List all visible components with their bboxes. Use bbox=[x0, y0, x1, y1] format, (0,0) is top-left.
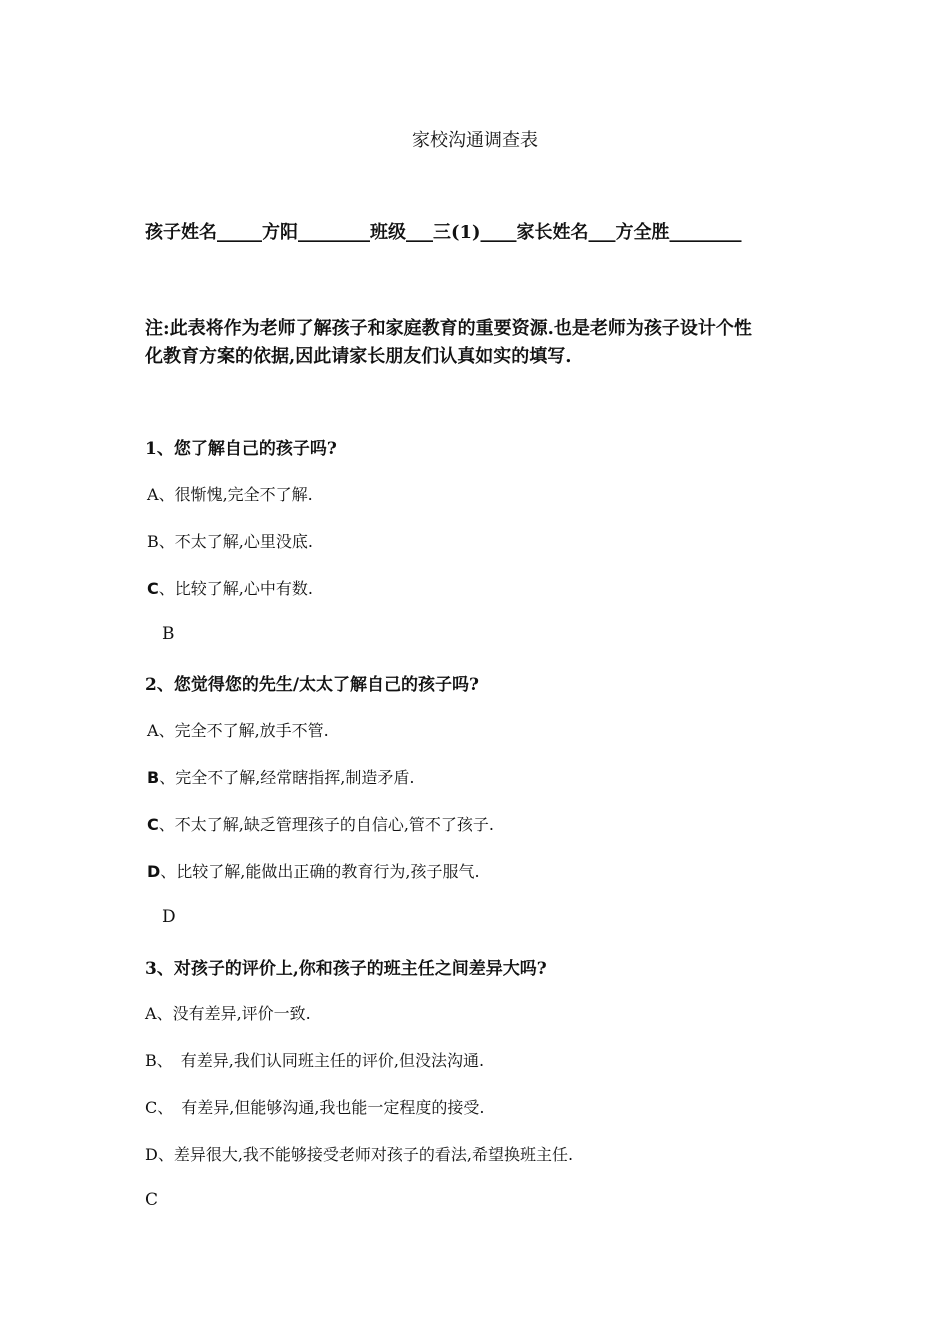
q3-option-a bbox=[145, 1001, 311, 1024]
q1-option-c bbox=[147, 576, 313, 599]
option-letter: B bbox=[145, 1051, 157, 1070]
option-text: 、不太了解,缺乏管理孩子的自信心,管不了孩子. bbox=[158, 815, 495, 834]
q1-answer: B bbox=[162, 624, 175, 644]
q2-option-a bbox=[147, 718, 329, 741]
option-letter: C bbox=[147, 579, 159, 598]
option-text: 、完全不了解,放手不管. bbox=[158, 721, 329, 740]
option-text: 、差异很大,我不能够接受老师对孩子的看法,希望换班主任. bbox=[157, 1145, 574, 1164]
option-letter: C bbox=[147, 815, 159, 834]
q2-option-c bbox=[147, 812, 494, 835]
option-letter: B bbox=[147, 532, 159, 551]
option-letter: A bbox=[145, 1004, 157, 1023]
question-1: 1、您了解自己的孩子吗? bbox=[145, 439, 337, 459]
option-letter: A bbox=[147, 485, 159, 504]
note-line-2: 化教育方案的依据,因此请家长朋友们认真如实的填写. bbox=[145, 346, 572, 367]
q2-option-d bbox=[147, 859, 480, 882]
q1-option-b bbox=[147, 529, 313, 552]
option-text: 、比较了解,能做出正确的教育行为,孩子服气. bbox=[160, 862, 480, 881]
option-letter: D bbox=[145, 1145, 158, 1164]
info-line: 孩子姓名_____方阳________班级___三(1)____家长姓名___方全胜________ bbox=[145, 222, 742, 243]
q3-option-c bbox=[145, 1095, 485, 1118]
q3-answer: C bbox=[145, 1190, 159, 1210]
option-text: 、很惭愧,完全不了解. bbox=[158, 485, 313, 504]
q1-option-a bbox=[147, 482, 313, 505]
q2-answer: D bbox=[162, 907, 176, 927]
page-title: 家校沟通调查表 bbox=[412, 130, 538, 151]
option-letter: B bbox=[147, 768, 160, 787]
option-text: 、不太了解,心里没底. bbox=[158, 532, 313, 551]
q2-option-b bbox=[147, 765, 414, 788]
option-letter: D bbox=[147, 862, 161, 881]
option-text: 、 有差异,我们认同班主任的评价,但没法沟通. bbox=[156, 1051, 485, 1070]
option-letter: A bbox=[147, 721, 159, 740]
question-3: 3、对孩子的评价上,你和孩子的班主任之间差异大吗? bbox=[145, 959, 547, 979]
option-letter: C bbox=[145, 1098, 158, 1117]
note-line-1: 注:此表将作为老师了解孩子和家庭教育的重要资源.也是老师为孩子设计个性 bbox=[145, 318, 752, 339]
question-2: 2、您觉得您的先生/太太了解自己的孩子吗? bbox=[145, 675, 479, 695]
option-text: 、比较了解,心中有数. bbox=[158, 579, 313, 598]
option-text: 、完全不了解,经常瞎指挥,制造矛盾. bbox=[159, 768, 415, 787]
q3-option-b bbox=[145, 1048, 484, 1071]
option-text: 、 有差异,但能够沟通,我也能一定程度的接受. bbox=[157, 1098, 485, 1117]
option-text: 、没有差异,评价一致. bbox=[156, 1004, 311, 1023]
q3-option-d bbox=[145, 1142, 573, 1165]
